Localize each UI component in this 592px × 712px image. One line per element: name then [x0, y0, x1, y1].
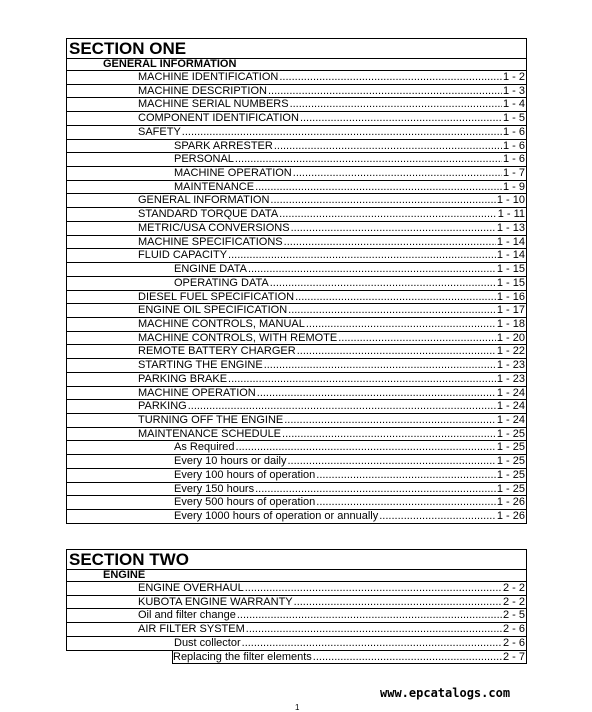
section-one-subheader: GENERAL INFORMATION — [66, 59, 527, 71]
toc-entry-page: 1 - 7 — [502, 167, 525, 180]
toc-entry-title: MACHINE CONTROLS, WITH REMOTE — [138, 331, 338, 344]
toc-entry[interactable] — [66, 222, 527, 236]
toc-entry[interactable] — [66, 304, 527, 318]
footer-url[interactable]: www.epcatalogs.com — [380, 686, 511, 700]
toc-entry-title: METRIC/USA CONVERSIONS — [138, 221, 290, 234]
toc-entry-title: REMOTE BATTERY CHARGER — [138, 345, 296, 358]
toc-entry-title: Dust collector — [174, 636, 241, 649]
toc-entry-title: TURNING OFF THE ENGINE — [138, 413, 284, 426]
toc-entry[interactable] — [66, 194, 527, 208]
dot-leader — [297, 345, 496, 358]
toc-entry-page: 2 - 5 — [502, 609, 525, 622]
toc-entry[interactable] — [66, 126, 527, 140]
toc-entry-page: 1 - 14 — [496, 235, 525, 248]
toc-entry[interactable] — [66, 85, 527, 99]
section-two — [66, 549, 527, 664]
toc-entry-page: 1 - 11 — [497, 208, 525, 221]
toc-entry-title: MAINTENANCE SCHEDULE — [138, 427, 282, 440]
dot-leader — [270, 277, 496, 290]
toc-entry-page: 1 - 13 — [496, 221, 525, 234]
toc-entry-page: 1 - 26 — [496, 510, 525, 522]
dot-leader — [316, 496, 496, 509]
toc-entry-title: Every 10 hours or daily — [174, 455, 287, 468]
dot-leader — [257, 387, 496, 400]
toc-entry-page: 1 - 20 — [496, 331, 525, 344]
toc-entry-title: DIESEL FUEL SPECIFICATION — [138, 290, 295, 303]
dot-leader — [188, 400, 496, 413]
toc-entry-page: 1 - 24 — [496, 413, 525, 426]
dot-leader — [288, 304, 496, 317]
dot-leader — [293, 167, 502, 180]
toc-entry[interactable] — [66, 637, 527, 651]
toc-entry-title: PARKING — [138, 400, 187, 413]
toc-entry-title: MACHINE IDENTIFICATION — [138, 71, 279, 83]
dot-leader — [228, 373, 496, 386]
toc-entry[interactable] — [66, 345, 527, 359]
toc-entry-title: AIR FILTER SYSTEM — [138, 623, 245, 636]
toc-entry[interactable] — [66, 596, 527, 610]
dot-leader — [255, 181, 502, 194]
dot-leader — [300, 112, 502, 125]
toc-entry-page: 2 - 2 — [502, 595, 525, 608]
dot-leader — [279, 71, 502, 84]
toc-entry[interactable] — [66, 153, 527, 167]
dot-leader — [237, 609, 502, 622]
dot-leader — [242, 637, 502, 650]
toc-entry-title: PERSONAL — [174, 153, 234, 166]
toc-entry-title: Every 100 hours of operation — [174, 468, 316, 481]
toc-entry-page: 1 - 23 — [496, 372, 525, 385]
dot-leader — [291, 222, 496, 235]
section-two-subheader: ENGINE — [66, 570, 527, 582]
toc-entry-title: SPARK ARRESTER — [174, 139, 273, 152]
toc-entry[interactable] — [66, 373, 527, 387]
dot-leader — [248, 263, 496, 276]
dot-leader — [245, 582, 502, 595]
toc-entry[interactable] — [66, 249, 527, 263]
toc-entry[interactable] — [66, 263, 527, 277]
dot-leader — [228, 249, 496, 262]
toc-entry-page: 1 - 25 — [496, 468, 525, 481]
toc-entry[interactable] — [66, 112, 527, 126]
toc-entry-title: COMPONENT IDENTIFICATION — [138, 112, 299, 125]
toc-entry[interactable] — [66, 181, 527, 195]
toc-entry-page: 1 - 25 — [496, 441, 525, 454]
dot-leader — [268, 85, 502, 98]
toc-entry[interactable] — [66, 71, 527, 85]
dot-leader — [279, 208, 497, 221]
toc-entry-page: 1 - 4 — [502, 98, 525, 111]
dot-leader — [316, 469, 496, 482]
dot-leader — [284, 414, 496, 427]
toc-entry-title: Oil and filter change — [138, 609, 236, 622]
toc-entry[interactable] — [66, 623, 527, 637]
toc-entry-page: 1 - 10 — [496, 194, 525, 207]
toc-entry-title: As Required — [174, 441, 235, 454]
toc-entry[interactable] — [66, 469, 527, 483]
page-number: 1 — [295, 703, 300, 712]
toc-entry-page: 1 - 6 — [502, 139, 525, 152]
toc-entry[interactable] — [66, 277, 527, 291]
toc-entry-page: 1 - 17 — [496, 304, 525, 317]
toc-entry-title: MACHINE OPERATION — [174, 167, 292, 180]
toc-entry-title: GENERAL INFORMATION — [138, 194, 270, 207]
toc-entry-title: SAFETY — [138, 125, 181, 138]
toc-entry[interactable] — [66, 651, 527, 665]
toc-entry-page: 1 - 24 — [496, 386, 525, 399]
toc-entry[interactable] — [66, 510, 527, 524]
toc-entry-title: Every 1000 hours of operation or annually — [174, 510, 379, 522]
toc-entry-page: 1 - 16 — [496, 290, 525, 303]
toc-entry-page: 1 - 15 — [496, 263, 525, 276]
dot-leader — [295, 291, 496, 304]
toc-entry-title: OPERATING DATA — [174, 276, 269, 289]
toc-entry[interactable] — [66, 455, 527, 469]
toc-entry-page: 1 - 23 — [496, 359, 525, 372]
section-two-entries — [66, 582, 527, 664]
toc-entry[interactable] — [66, 359, 527, 373]
toc-entry-page: 1 - 25 — [496, 427, 525, 440]
toc-entry-title: STARTING THE ENGINE — [138, 359, 263, 372]
toc-entry[interactable] — [66, 236, 527, 250]
toc-entry[interactable] — [66, 441, 527, 455]
dot-leader — [282, 428, 496, 441]
toc-entry-page: 1 - 18 — [496, 317, 525, 330]
toc-entry[interactable] — [66, 140, 527, 154]
toc-entry[interactable] — [66, 332, 527, 346]
dot-leader — [306, 318, 496, 331]
toc-entry-title: PARKING BRAKE — [138, 372, 228, 385]
dot-leader — [236, 441, 496, 454]
toc-entry-page: 1 - 24 — [496, 400, 525, 413]
toc-entry-page: 1 - 15 — [496, 276, 525, 289]
toc-entry-page: 1 - 26 — [496, 496, 525, 509]
dot-leader — [284, 236, 496, 249]
toc-entry-title: KUBOTA ENGINE WARRANTY — [138, 595, 293, 608]
toc-entry[interactable] — [66, 208, 527, 222]
toc-entry-page: 1 - 25 — [496, 455, 525, 468]
toc-entry-page: 1 - 22 — [496, 345, 525, 358]
dot-leader — [290, 98, 502, 111]
toc-entry-title: MACHINE SPECIFICATIONS — [138, 235, 283, 248]
toc-entry-title: MACHINE OPERATION — [138, 386, 256, 399]
toc-entry[interactable] — [66, 496, 527, 510]
toc-entry[interactable] — [66, 609, 527, 623]
dot-leader — [274, 140, 502, 153]
toc-entry[interactable] — [66, 318, 527, 332]
toc-entry-page: 1 - 6 — [502, 125, 525, 138]
toc-entry-page: 1 - 14 — [496, 249, 525, 262]
dot-leader — [255, 483, 496, 496]
toc-entry[interactable] — [66, 483, 527, 497]
toc-entry-page: 2 - 6 — [502, 636, 525, 649]
toc-entry-title: Every 150 hours — [174, 482, 255, 495]
toc-entry-title: Replacing the filter elements — [173, 650, 312, 663]
dot-leader — [246, 623, 502, 636]
toc-entry-title: Every 500 hours of operation — [174, 496, 316, 509]
toc-entry[interactable] — [66, 98, 527, 112]
dot-leader — [294, 596, 502, 609]
toc-entry[interactable] — [66, 387, 527, 401]
toc-entry-page: 1 - 3 — [502, 84, 525, 97]
toc-entry-title: MACHINE SERIAL NUMBERS — [138, 98, 289, 111]
dot-leader — [338, 332, 496, 345]
dot-leader — [379, 510, 496, 523]
toc-entry-page: 2 - 2 — [502, 582, 525, 594]
toc-entry[interactable] — [66, 414, 527, 428]
toc-entry-title: MAINTENANCE — [174, 180, 255, 193]
section-two-title: SECTION TWO — [66, 549, 527, 570]
dot-leader — [264, 359, 496, 372]
dot-leader — [270, 194, 495, 207]
toc-entry-page: 2 - 6 — [502, 623, 525, 636]
toc-entry-page: 1 - 5 — [502, 112, 525, 125]
toc-entry-title: ENGINE OIL SPECIFICATION — [138, 304, 288, 317]
toc-entry[interactable] — [66, 400, 527, 414]
toc-entry-page: 1 - 9 — [502, 180, 525, 193]
dot-leader — [182, 126, 502, 139]
toc-entry-title: MACHINE DESCRIPTION — [138, 84, 267, 97]
toc-entry-title: ENGINE OVERHAUL — [138, 582, 244, 594]
toc-entry[interactable] — [66, 582, 527, 596]
section-one-entries — [66, 71, 527, 524]
toc-entry[interactable] — [66, 167, 527, 181]
toc-entry[interactable] — [66, 428, 527, 442]
toc-entry-title: ENGINE DATA — [174, 263, 247, 276]
toc-entry-page: 2 - 7 — [502, 650, 525, 663]
toc-entry-title: MACHINE CONTROLS, MANUAL — [138, 317, 305, 330]
toc-entry-page: 1 - 6 — [502, 153, 525, 166]
section-one — [66, 38, 527, 524]
section-one-title: SECTION ONE — [66, 38, 527, 59]
toc-entry-title: FLUID CAPACITY — [138, 249, 228, 262]
toc-entry-page: 1 - 25 — [496, 482, 525, 495]
dot-leader — [235, 153, 502, 166]
toc-entry[interactable] — [66, 291, 527, 305]
toc-entry-title: STANDARD TORQUE DATA — [138, 208, 279, 221]
toc-entry-page: 1 - 2 — [502, 71, 525, 83]
dot-leader — [313, 651, 502, 664]
dot-leader — [288, 455, 496, 468]
